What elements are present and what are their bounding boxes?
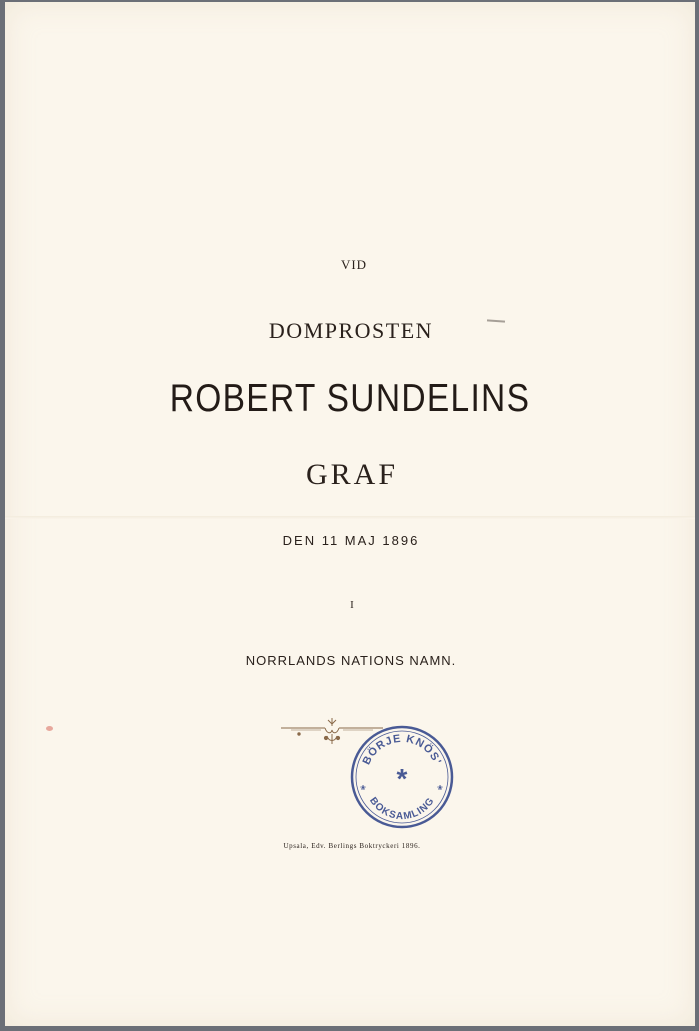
stamp-text-top: BÖRJE KNÖS' bbox=[360, 732, 444, 767]
stamp-text-bottom: BOKSAMLING bbox=[367, 795, 437, 823]
svg-text:BÖRJE KNÖS' bbox=[361, 733, 444, 767]
heading-i: I bbox=[350, 599, 354, 611]
library-stamp bbox=[347, 722, 457, 832]
heading-nation: NORRLANDS NATIONS NAMN. bbox=[245, 653, 457, 668]
printer-imprint: Upsala, Edv. Berlings Boktryckeri 1896. bbox=[283, 842, 421, 850]
heading-title: DOMPROSTEN bbox=[268, 318, 434, 343]
svg-text:❀: ❀ bbox=[360, 784, 366, 792]
heading-graf: GRAF bbox=[305, 458, 399, 491]
paper-stain bbox=[46, 726, 53, 731]
document-page bbox=[5, 2, 695, 1026]
stamp-asterisk-icon: * bbox=[396, 763, 408, 794]
svg-text:BOKSAMLING bbox=[367, 795, 437, 822]
heading-vid: VID bbox=[340, 257, 368, 272]
heading-name: ROBERT SUNDELINS bbox=[169, 377, 531, 420]
paper-fold-line bbox=[5, 516, 695, 519]
svg-text:❀: ❀ bbox=[437, 784, 443, 792]
heading-date: DEN 11 MAJ 1896 bbox=[282, 533, 420, 548]
